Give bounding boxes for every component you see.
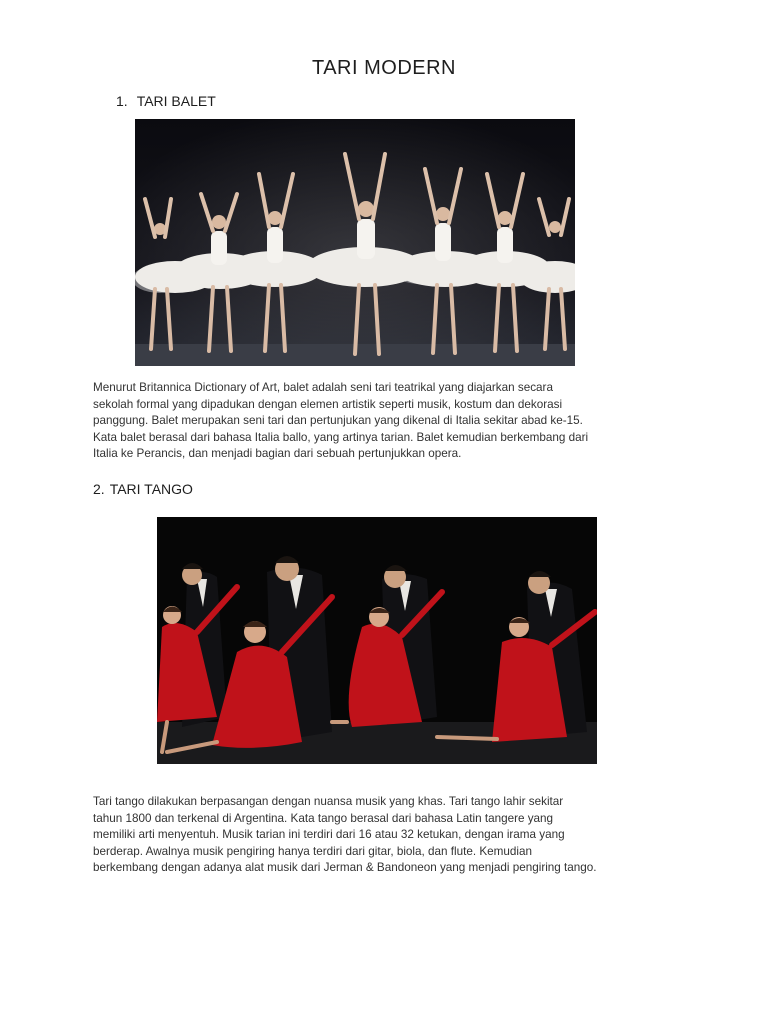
paragraph-line: panggung. Balet merupakan seni tari dan pertunjukan yang dikenal di Italia sekitar abad ke-15. bbox=[93, 414, 583, 427]
page-title: TARI MODERN bbox=[311, 57, 456, 79]
paragraph-line: Italia ke Perancis, dan menjadi bagian dari sebuah pertunjukkan opera. bbox=[93, 447, 462, 460]
section-heading-ballet bbox=[116, 93, 216, 109]
paragraph-line: sekolah formal yang dipadukan dengan elemen artistik seperti musik, kostum dan dekorasi bbox=[93, 397, 563, 411]
section-heading-text: TARI BALET bbox=[136, 93, 216, 109]
paragraph-line: berderap. Awalnya musik pengiring hanya terdiri dari gitar, biola, dan flute. Kemudian bbox=[93, 844, 532, 858]
paragraph-line: Tari tango dilakukan berpasangan dengan nuansa musik yang khas. Tari tango lahir sekitar bbox=[93, 795, 564, 808]
ballet-dancers-photo bbox=[135, 119, 575, 366]
section-heading-text: TARI TANGO bbox=[109, 481, 193, 497]
paragraph-line: Menurut Britannica Dictionary of Art, balet adalah seni tari teatrikal yang diajarkan secara bbox=[93, 381, 553, 394]
tango-paragraph bbox=[93, 794, 693, 877]
section-number: 2. bbox=[93, 481, 105, 497]
section-number: 1. bbox=[116, 93, 128, 109]
paragraph-line: memiliki arti menyentuh. Musik tarian ini terdiri dari 16 atau 32 ketukan, dengan irama yang bbox=[93, 828, 565, 841]
ballet-paragraph bbox=[93, 380, 693, 463]
paragraph-line: berkembang dengan adanya alat musik dari Jerman & Bandoneon yang menjadi pengiring tango. bbox=[93, 861, 597, 874]
tango-dancers-photo bbox=[157, 517, 597, 764]
section-heading-tango bbox=[93, 481, 193, 497]
paragraph-line: tahun 1800 dan terkenal di Argentina. Kata tango berasal dari bahasa Latin tangere yang bbox=[93, 811, 554, 825]
paragraph-line: Kata balet berasal dari bahasa Italia ballo, yang artinya tarian. Balet kemudian berkembang dari bbox=[93, 430, 589, 444]
